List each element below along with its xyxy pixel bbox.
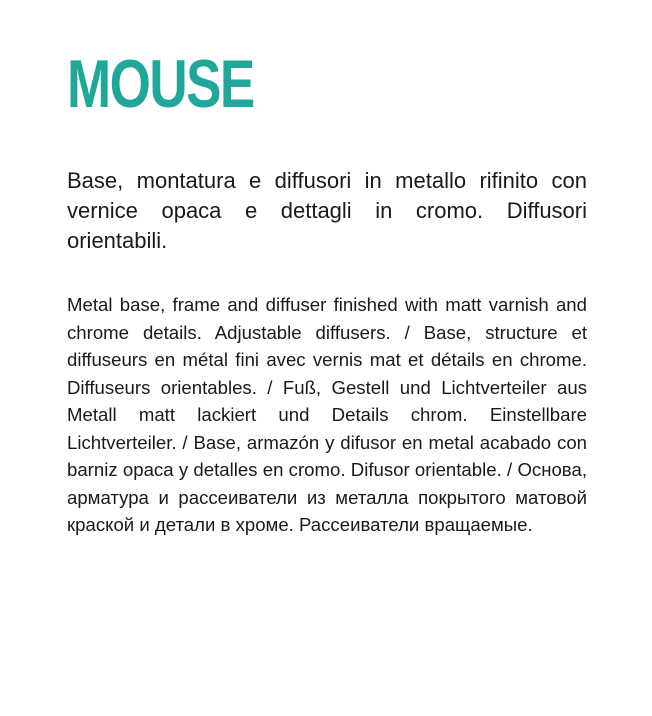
description-translations: Metal base, frame and diffuser finished with matt varnish and chrome details. Adjustable diffusers. / Base, structure et diffuseurs en métal fini avec vernis mat et détails en chrome. Diffuseurs orientables. / Fuß, Gestell und Lichtverteiler aus Metall matt lackiert und Details chrom. Einstellbare Lichtverteiler. / Base, armazón y difusor en metal acabado con barniz opaca y detalles en cromo. Difusor orientable. / Основа, арматура и рассеиватели из металла покрытого матовой краской и детали в хроме. Рассеиватели вращаемые. [67,294,587,535]
product-title: MOUSE [67,46,254,122]
description-italian: Base, montatura e diffusori in metallo rifinito con vernice opaca e dettagli in cromo. Diffusori orientabili. [67,168,587,253]
